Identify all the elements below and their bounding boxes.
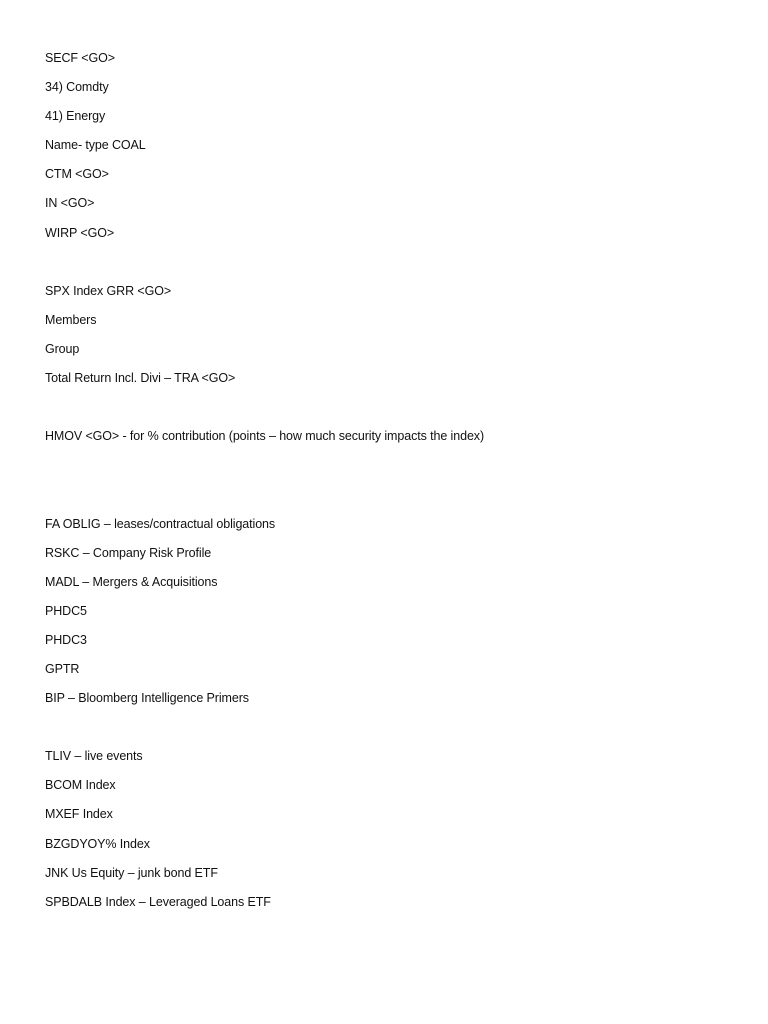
text-line: MXEF Index	[45, 807, 113, 822]
text-line: RSKC – Company Risk Profile	[45, 545, 212, 560]
text-line: Total Return Incl. Divi – TRA <GO>	[45, 371, 236, 386]
blank-line	[45, 480, 745, 509]
text-line: 41) Energy	[45, 109, 106, 124]
text-line: CTM <GO>	[45, 167, 109, 182]
blank-line	[45, 393, 745, 422]
text-line: SPBDALB Index – Leveraged Loans ETF	[45, 894, 271, 909]
text-line: SECF <GO>	[45, 51, 115, 65]
blank-line	[45, 451, 745, 480]
text-line: JNK Us Equity – junk bond ETF	[45, 865, 218, 880]
text-line: SPX Index GRR <GO>	[45, 283, 172, 298]
text-line: Name- type COAL	[45, 138, 146, 153]
text-line: GPTR	[45, 661, 80, 676]
text-line: 34) Comdty	[45, 80, 109, 95]
text-line: BCOM Index	[45, 778, 116, 793]
text-line: BZGDYOY% Index	[45, 836, 150, 851]
text-line: Group	[45, 341, 80, 356]
text-line: BIP – Bloomberg Intelligence Primers	[45, 691, 249, 706]
text-line: WIRP <GO>	[45, 225, 115, 240]
text-line: PHDC3	[45, 632, 87, 647]
text-line: TLIV – live events	[45, 749, 143, 764]
text-line: FA OBLIG – leases/contractual obligations	[45, 516, 276, 531]
text-line: HMOV <GO> - for % contribution (points – how much security impacts the index)	[45, 429, 485, 444]
text-line: PHDC5	[45, 603, 87, 618]
text-line: MADL – Mergers & Acquisitions	[45, 574, 218, 589]
blank-line	[45, 713, 745, 742]
text-line: IN <GO>	[45, 196, 95, 211]
document-body	[45, 44, 745, 917]
text-line: Members	[45, 312, 97, 327]
blank-line	[45, 248, 745, 277]
